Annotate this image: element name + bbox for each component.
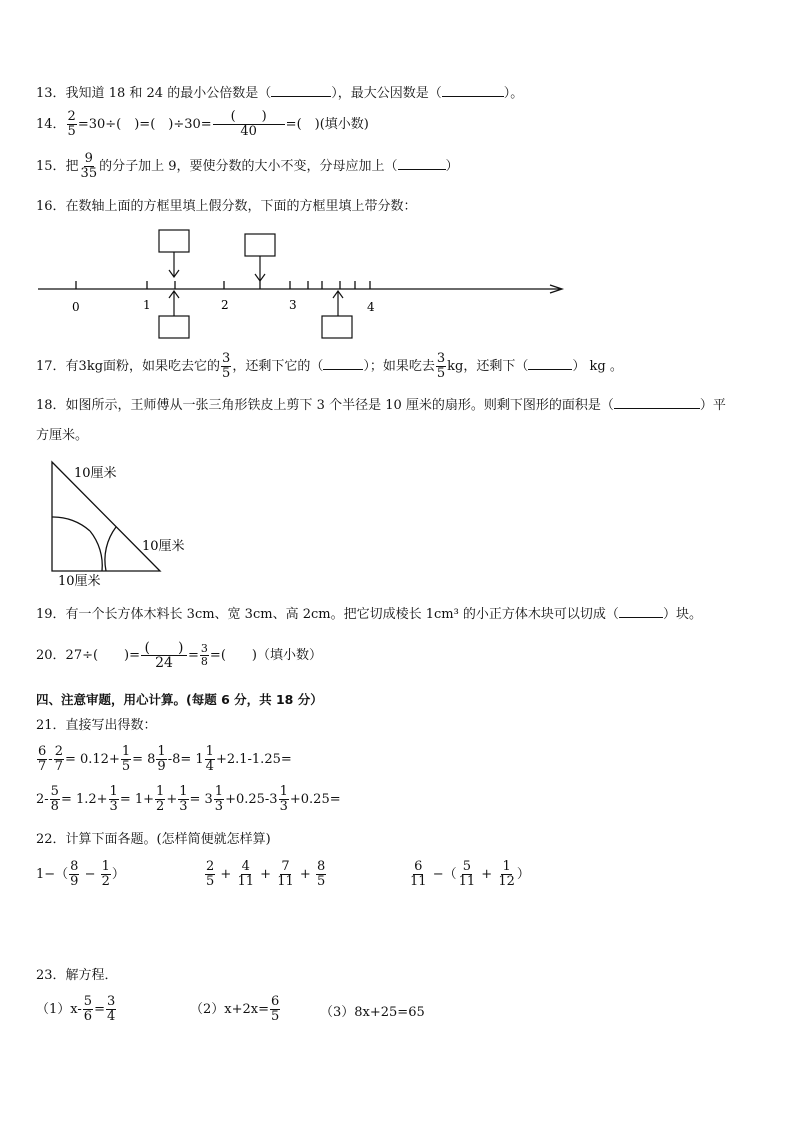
- up-arrow-icon: [333, 291, 343, 317]
- q21-row-1: $\frac{6}{7}$ - $\frac{2}{7}$ = 0.12+ $\frac{1}{5}$ = 8 $\frac{1}{9}$ -8= 1 $\frac{1}{4}$ +2.1-1.25=: [38, 744, 292, 774]
- fraction: $\frac{5}{11}$: [458, 859, 476, 889]
- fraction: $\frac{1}{3}$: [279, 784, 288, 814]
- tick-label: 0: [72, 300, 80, 314]
- q18-text: 18．如图所示，王师傅从一张三角形铁皮上剪下 3 个半径是 10 厘米的扇形。则剩下图形的面积是（: [36, 398, 614, 413]
- dimension-label: 10厘米: [142, 539, 185, 554]
- question-21: [36, 718, 157, 734]
- q22-expr-1: 1−（ $\frac{8}{9}$ − $\frac{1}{2}$ ）: [36, 859, 125, 889]
- q23-eq-3: [320, 1005, 425, 1021]
- q13-text: 和: [129, 86, 143, 101]
- question-15: [36, 152, 459, 181]
- question-16: [36, 199, 417, 215]
- answer-box-top-2[interactable]: [245, 234, 275, 256]
- q21-title: 21．直接写出得数：: [36, 718, 157, 733]
- answer-blank[interactable]: [323, 357, 363, 370]
- q21-row-2: [36, 785, 341, 814]
- expr-text: +0.25-3: [225, 792, 278, 807]
- fraction: $\frac{2}{5}$: [67, 109, 76, 139]
- answer-box-top-1[interactable]: [159, 230, 189, 252]
- q22-expr-3: $\frac{6}{11}$ −（ $\frac{5}{11}$ + $\frac{1}{12}$ ）: [410, 859, 530, 889]
- q17-unit: kg: [589, 359, 606, 374]
- dimension-label: 10厘米: [58, 574, 101, 589]
- q20-text: =: [188, 648, 199, 663]
- q14-text: =30÷( )=( )÷30=: [77, 117, 212, 132]
- q23-eq-1: （1）x- $\frac{5}{6}$ = $\frac{3}{4}$: [36, 994, 116, 1024]
- answer-blank[interactable]: [271, 84, 331, 97]
- q17-text: 17．有: [36, 359, 79, 374]
- section-heading: [36, 692, 323, 708]
- q17-unit: kg: [447, 359, 464, 374]
- number-line-axis: [38, 281, 562, 293]
- fraction: $\frac{1}{12}$: [498, 859, 515, 889]
- up-arrow-icon: [169, 291, 179, 317]
- q17-text: ，还剩下它的（: [232, 359, 324, 374]
- q22-title: 22．计算下面各题。(怎样简便就怎样算): [36, 832, 271, 847]
- expr-text: = 0.12+: [64, 752, 120, 767]
- sector-arc: [105, 527, 116, 571]
- question-13: [36, 84, 523, 102]
- section-title: 四、注意审题，用心计算。(每题 6 分，共 18 分）: [36, 692, 323, 707]
- question-18-cont: [36, 428, 88, 444]
- tick-label: 2: [221, 298, 229, 312]
- fraction: $\frac{1}{3}$: [214, 784, 224, 814]
- fraction: $\frac{1}{9}$: [157, 744, 166, 774]
- q19-text: ）块。: [662, 607, 702, 622]
- q15-text: ）: [445, 159, 459, 174]
- q13-text: 的最小公倍数是（: [167, 86, 272, 101]
- q13-text: ），最大公因数是（: [331, 86, 442, 101]
- answer-blank[interactable]: [619, 605, 663, 618]
- fraction: $\frac{6}{7}$: [38, 744, 47, 774]
- tick-label: 4: [367, 300, 375, 314]
- fraction: $\frac{5}{8}$: [50, 784, 59, 814]
- fraction: $\frac{9}{35}$: [80, 151, 98, 181]
- fraction: $\frac{6}{5}$: [271, 994, 280, 1024]
- expr-text: = 8: [132, 752, 156, 767]
- fraction: $\frac{( )}{40}$: [213, 110, 285, 139]
- q22-expr-2: $\frac{2}{5}$ + $\frac{4}{11}$ + $\frac{7}{11}$ + $\frac{8}{5}$: [206, 859, 326, 889]
- answer-blank[interactable]: [528, 357, 572, 370]
- fraction: $\frac{7}{11}$: [277, 859, 294, 889]
- q13-number: 24: [146, 86, 164, 101]
- q18-text: ）平: [699, 398, 726, 413]
- q23-eq-2: [190, 995, 281, 1024]
- q17-text: ）；如果吃去: [363, 359, 435, 374]
- fraction: $\frac{1}{4}$: [205, 744, 214, 774]
- expr-text: 2-: [36, 792, 49, 807]
- q20-text: 20．27÷( )=: [36, 648, 141, 663]
- tick-label: 3: [289, 298, 297, 312]
- fraction: $\frac{1}{5}$: [121, 744, 131, 774]
- tick-label: 1: [143, 298, 151, 312]
- question-17: [36, 352, 623, 381]
- expr-text: ）: [111, 867, 125, 882]
- fraction: $\frac{2}{7}$: [54, 744, 63, 774]
- expr-text: +0.25=: [289, 792, 341, 807]
- fraction: $\frac{1}{3}$: [109, 784, 118, 814]
- question-19: [36, 605, 702, 623]
- fraction: $\frac{1}{3}$: [179, 784, 188, 814]
- answer-blank[interactable]: [614, 396, 700, 409]
- q13-text: ）。: [503, 86, 524, 101]
- down-arrow-icon: [255, 256, 265, 281]
- fraction: $\frac{1}{2}$: [156, 784, 165, 814]
- number-line-figure: [0, 225, 794, 355]
- q14-number: 14．: [36, 117, 66, 132]
- fraction: $\frac{3}{5}$: [436, 351, 446, 381]
- fraction: $\frac{( )}{24}$: [141, 641, 187, 670]
- q17-mass: 3kg: [78, 359, 104, 374]
- fraction: $\frac{8}{9}$: [70, 859, 79, 889]
- fraction: $\frac{3}{8}$: [200, 642, 208, 668]
- q17-text: 面粉，如果吃去它的: [103, 359, 221, 374]
- expr-text: +2.1-1.25=: [215, 752, 292, 767]
- expr-text: 1−（: [36, 867, 69, 882]
- fraction: $\frac{8}{5}$: [316, 859, 326, 889]
- fraction: $\frac{3}{5}$: [222, 351, 231, 381]
- question-22: [36, 832, 271, 848]
- triangle-figure: [40, 455, 260, 595]
- answer-blank[interactable]: [398, 157, 446, 170]
- expr-text: = 1+: [119, 792, 155, 807]
- q17-text: ）: [572, 359, 586, 374]
- question-23: [36, 968, 118, 984]
- q16-text: 16．在数轴上面的方框里填上假分数，下面的方框里填上带分数：: [36, 199, 417, 214]
- expr-text: -8= 1: [167, 752, 204, 767]
- sector-arc: [52, 517, 90, 531]
- q15-text: 15．把: [36, 159, 79, 174]
- question-20: [36, 641, 322, 670]
- expr-text: +: [166, 792, 178, 807]
- dimension-label: 10厘米: [74, 466, 117, 481]
- expr-text: = 1.2+: [60, 792, 108, 807]
- q13-text: 13．我知道: [36, 86, 105, 101]
- answer-box-bottom-1[interactable]: [159, 316, 189, 338]
- q13-number: 18: [108, 86, 126, 101]
- fraction: $\frac{5}{6}$: [83, 994, 93, 1024]
- q20-text: =( )（填小数）: [209, 648, 322, 663]
- expr-text: （2）x+2x=: [190, 1002, 269, 1017]
- question-18: [36, 396, 726, 414]
- down-arrow-icon: [169, 252, 179, 277]
- expr-text: = 3: [189, 792, 213, 807]
- q18-text: 方厘米。: [36, 428, 89, 443]
- expr-text: （3）8x+25=65: [320, 1005, 425, 1020]
- expr-text: ）: [516, 867, 530, 882]
- fraction: $\frac{4}{11}$: [237, 859, 255, 889]
- q23-title: 23．解方程．: [36, 968, 118, 983]
- fraction: $\frac{1}{2}$: [101, 859, 110, 889]
- fraction: $\frac{6}{11}$: [410, 859, 427, 889]
- sector-arc: [90, 531, 102, 571]
- answer-blank[interactable]: [442, 84, 504, 97]
- q19-text: 19．有一个长方体木料长 3cm、宽 3cm、高 2cm。把它切成棱长 1cm³ 的小正方体木块可以切成（: [36, 607, 619, 622]
- fraction: $\frac{3}{4}$: [106, 994, 116, 1024]
- fraction: $\frac{2}{5}$: [206, 859, 215, 889]
- question-14: [36, 110, 369, 139]
- expr-text: （1）x-: [36, 1002, 82, 1017]
- q15-text: 的分子加上 9，要使分数的大小不变，分母应加上（: [99, 159, 398, 174]
- q17-text: ，还剩下（: [463, 359, 529, 374]
- answer-box-bottom-2[interactable]: [322, 316, 352, 338]
- q17-text: 。: [609, 359, 623, 374]
- q14-text: =( )(填小数): [285, 117, 369, 132]
